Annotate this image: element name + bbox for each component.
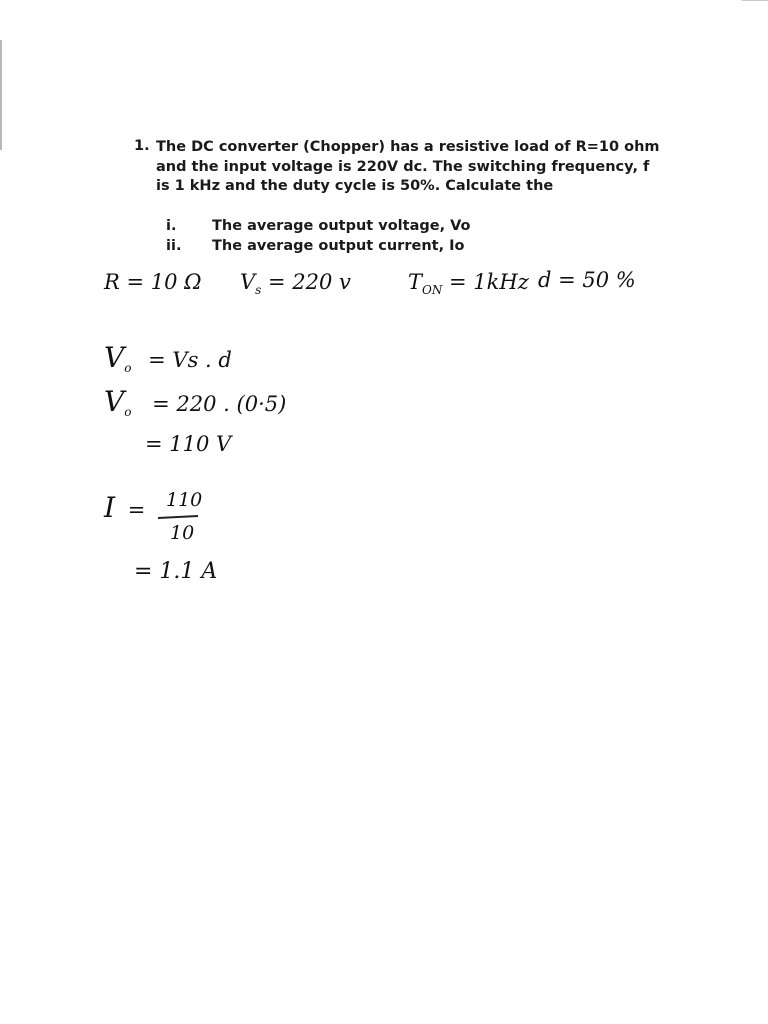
vo-formula-subscript: o: [124, 361, 132, 376]
fraction-line: [158, 515, 198, 519]
given-input-voltage: [240, 272, 351, 296]
current-numerator: 110: [166, 489, 203, 511]
current-result: = 1.1 A: [134, 559, 218, 584]
current-equals: =: [127, 498, 146, 522]
given-t-subscript: ON: [422, 283, 443, 298]
given-duty-cycle: d = 50 %: [538, 268, 636, 292]
sub-question-2-numeral: ii.: [166, 238, 182, 254]
current-symbol: I: [104, 491, 116, 524]
scan-corner-mark: [742, 0, 768, 1]
vo-formula-expression: = Vs . d: [148, 348, 232, 372]
given-vs-label: V: [240, 270, 256, 294]
current-label: [104, 491, 146, 524]
question-text: The DC converter (Chopper) has a resistive load of R=10 ohm and the input voltage is 220V dc. The switching frequency, f is 1 kHz and the duty cycle is 50%. Calculate the: [156, 139, 660, 194]
vo-substitution: [104, 385, 287, 420]
vo-substitution-label: V: [104, 385, 125, 418]
vo-substitution-expression: = 220 . (0·5): [152, 392, 287, 416]
given-vs-value: = 220 v: [261, 270, 351, 294]
sub-question-2: [166, 238, 464, 254]
sub-question-2-text: The average output current, Io: [212, 238, 465, 254]
sub-question-1-numeral: i.: [166, 218, 177, 234]
given-vs-subscript: s: [255, 283, 262, 298]
given-frequency: [408, 272, 529, 296]
sub-question-1: [166, 218, 471, 234]
vo-substitution-subscript: o: [124, 405, 132, 420]
scan-edge-mark: [0, 40, 2, 150]
question-number: 1.: [134, 138, 150, 154]
vo-formula: [104, 341, 232, 376]
vo-result: = 110 V: [145, 432, 232, 456]
sub-question-1-text: The average output voltage, Vo: [212, 218, 471, 234]
vo-formula-label: V: [104, 341, 125, 374]
given-t-label: T: [408, 270, 423, 294]
given-t-value: = 1kHz: [442, 270, 529, 294]
given-resistance: R = 10 Ω: [104, 270, 202, 294]
current-denominator: 10: [170, 522, 195, 544]
